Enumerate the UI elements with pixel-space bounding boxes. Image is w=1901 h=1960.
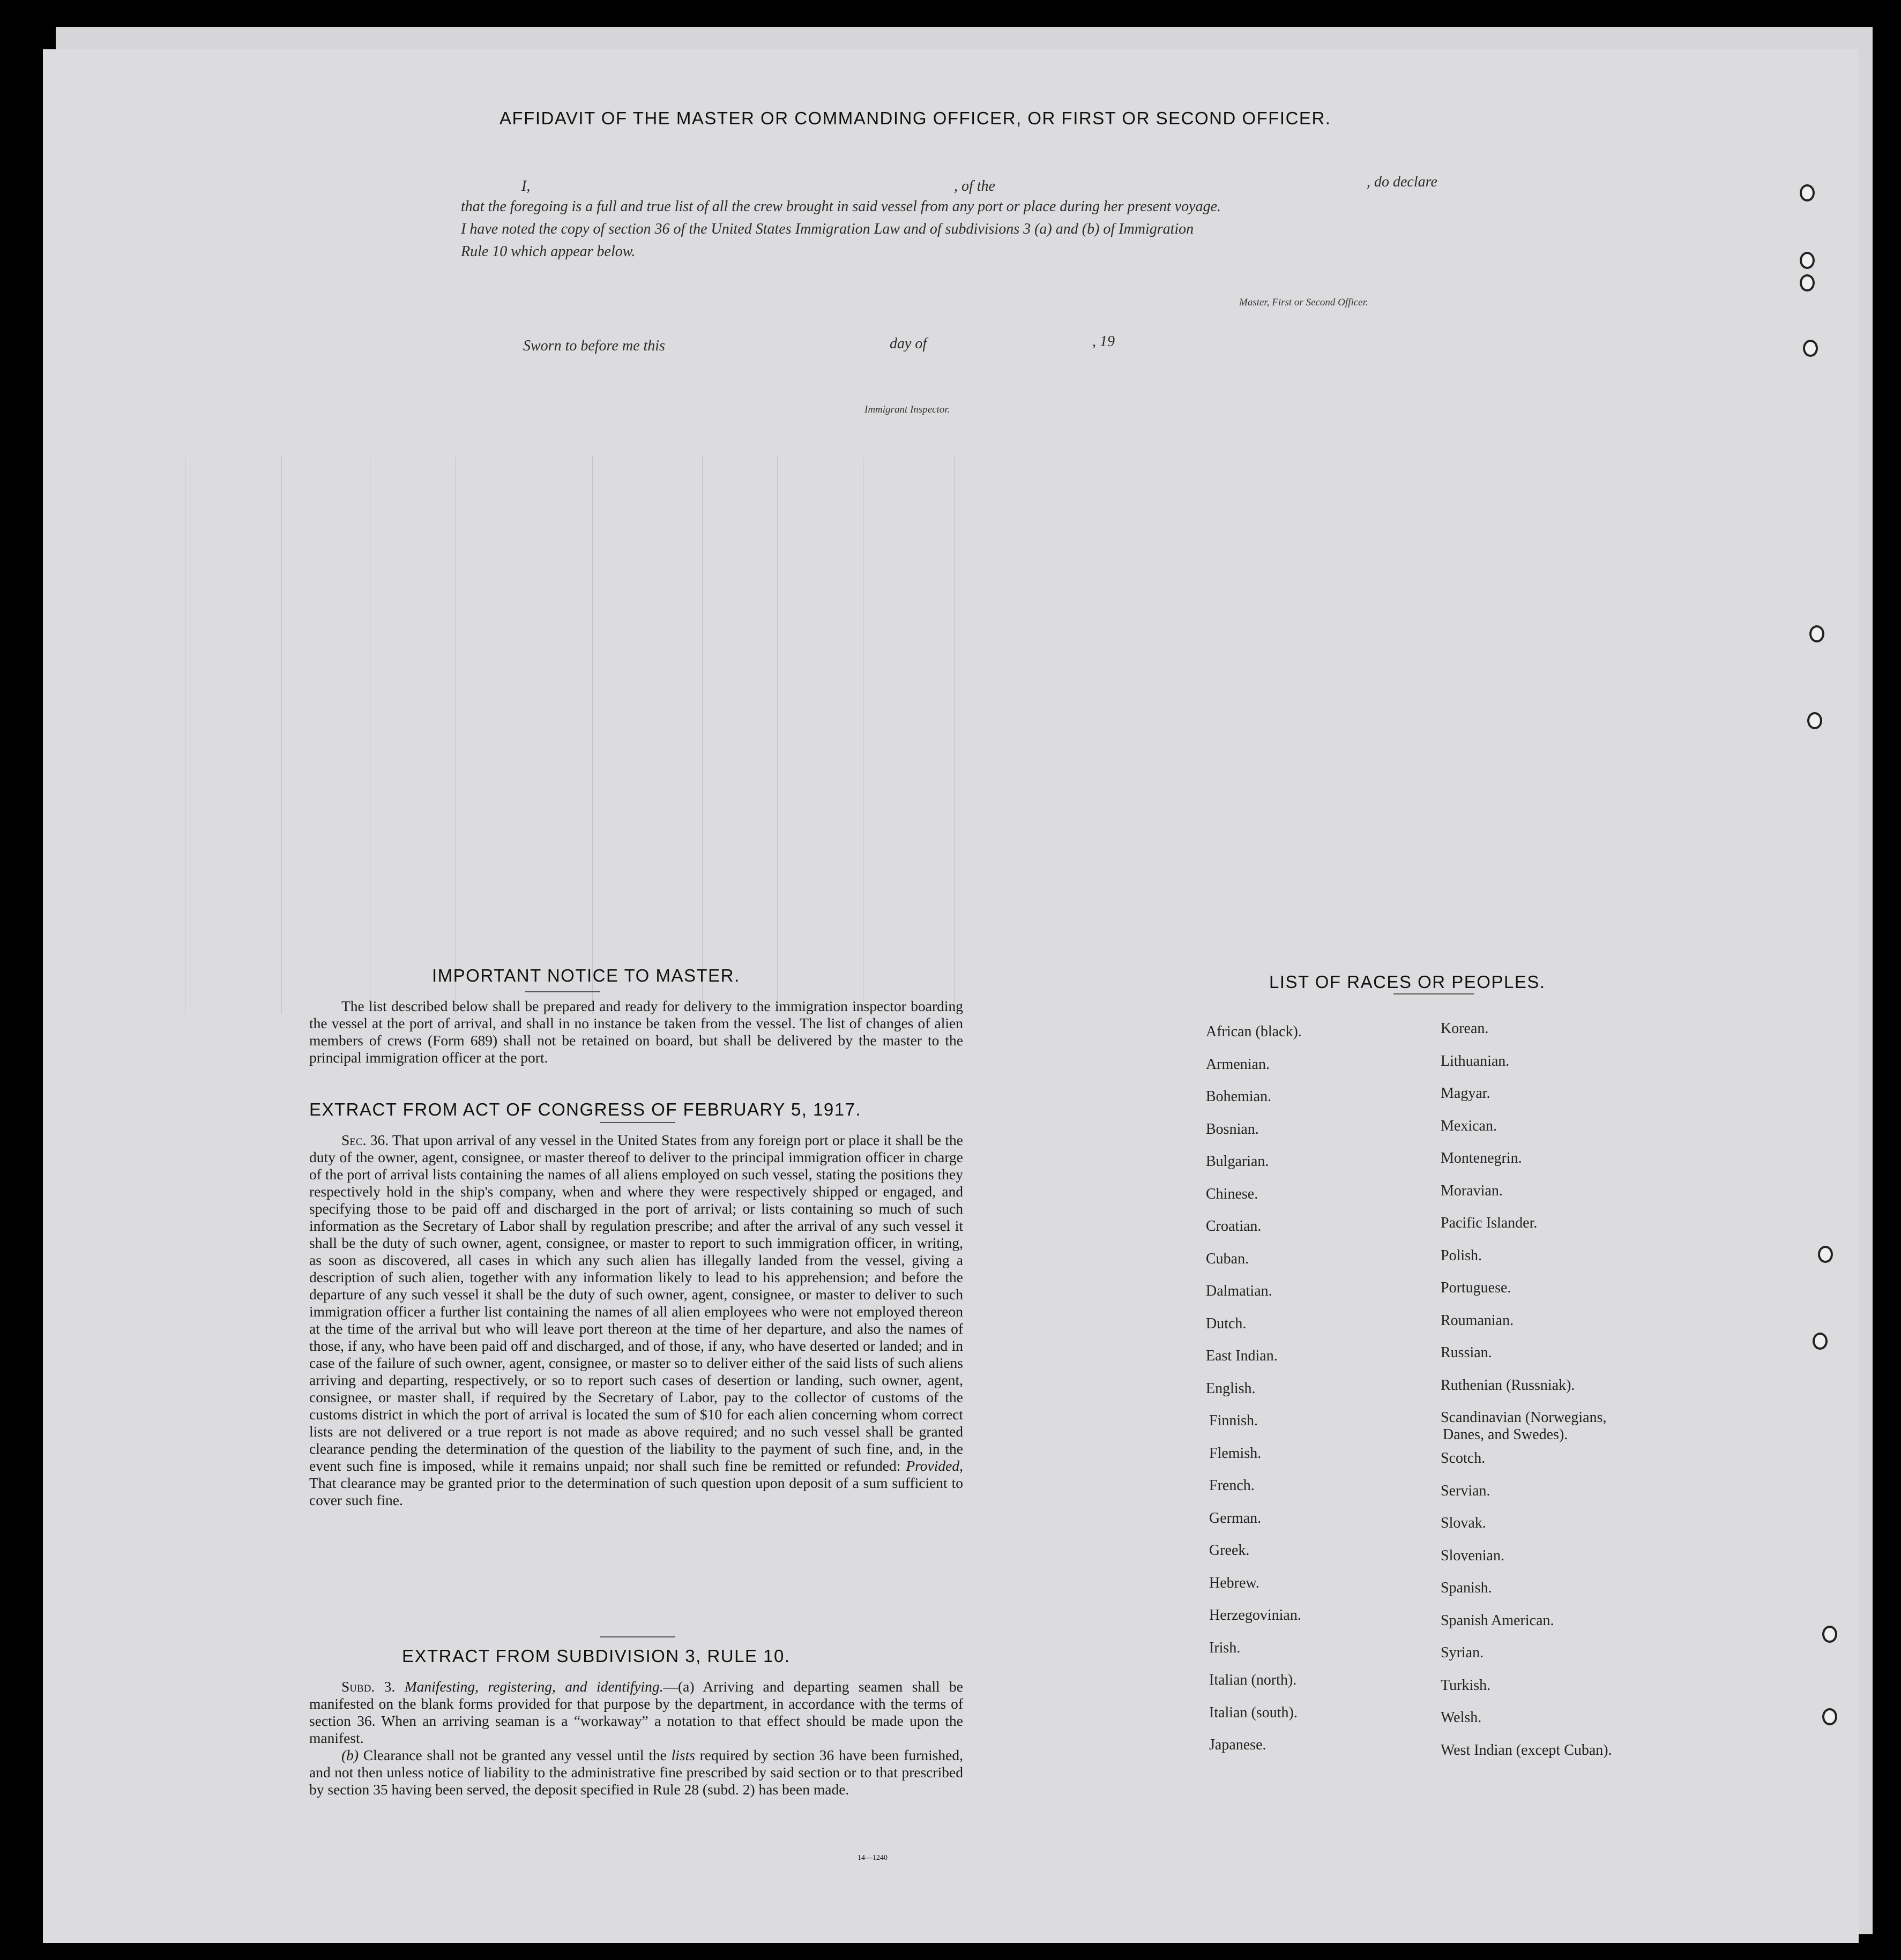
race-item: Scandinavian (Norwegians,: [1441, 1409, 1607, 1426]
race-item: Welsh.: [1441, 1709, 1482, 1726]
extract-rule-paragraph: [309, 1678, 963, 1798]
race-item: Bulgarian.: [1206, 1153, 1269, 1170]
punch-hole: [1818, 1246, 1833, 1263]
day-of-label: day of: [890, 335, 927, 352]
race-item: Hebrew.: [1209, 1574, 1259, 1591]
extract-act-paragraph: [309, 1132, 963, 1509]
race-item: English.: [1206, 1380, 1256, 1397]
extract-rule-separator: [600, 1636, 675, 1637]
form-number: 14—1240: [858, 1854, 888, 1862]
bleed-through-line: [281, 457, 282, 1014]
race-item: Syrian.: [1441, 1644, 1484, 1661]
race-item: Dutch.: [1206, 1315, 1247, 1332]
punch-hole: [1807, 712, 1822, 729]
race-item: Lithuanian.: [1441, 1052, 1510, 1069]
race-item: Flemish.: [1209, 1445, 1262, 1462]
race-item: Mexican.: [1441, 1117, 1497, 1134]
race-item: Magyar.: [1441, 1085, 1490, 1102]
race-item: Polish.: [1441, 1247, 1482, 1264]
race-item: Italian (south).: [1209, 1704, 1298, 1721]
race-item: West Indian (except Cuban).: [1441, 1741, 1612, 1759]
race-item: Irish.: [1209, 1639, 1241, 1656]
races-title: LIST OF RACES OR PEOPLES.: [1269, 972, 1546, 992]
race-item: Finnish.: [1209, 1412, 1258, 1429]
subd-a-label: —(a): [663, 1678, 695, 1695]
notice-title: IMPORTANT NOTICE TO MASTER.: [432, 966, 740, 985]
subd-b-text-1: Clearance shall not be granted any vessel until the: [363, 1747, 667, 1763]
punch-hole: [1813, 1333, 1828, 1350]
race-item: Armenian.: [1206, 1056, 1270, 1073]
inspector-caption: Immigrant Inspector.: [864, 404, 950, 415]
notice-rule: [525, 991, 600, 992]
extract-rule-title: EXTRACT FROM SUBDIVISION 3, RULE 10.: [402, 1646, 791, 1666]
race-item: Greek.: [1209, 1542, 1250, 1559]
races-rule: [1393, 993, 1474, 994]
race-item: African (black).: [1206, 1023, 1302, 1040]
notice-paragraph: [309, 998, 963, 1066]
punch-hole: [1822, 1626, 1837, 1643]
race-item: Moravian.: [1441, 1182, 1503, 1199]
race-item: Herzegovinian.: [1209, 1607, 1301, 1624]
race-item: Italian (north).: [1209, 1672, 1297, 1688]
notice-text: The list described below shall be prepared and ready for delivery to the immigration inspector boarding the vessel at the port of arrival, and shall in no instance be taken from the vessel. The list of changes of alien members of crews (Form 689) shall not be retained on board, but shall be delivered by the master to the principal immigration officer at the port.: [309, 998, 963, 1066]
race-item: Cuban.: [1206, 1250, 1249, 1267]
affidavit-i-label: I,: [521, 178, 531, 194]
document-page: [43, 49, 1859, 1943]
affidavit-of-the: , of the: [954, 178, 995, 194]
race-item: Scotch.: [1441, 1450, 1486, 1467]
sec-36-text: That upon arrival of any vessel in the United States from any foreign port or place it shall be the duty of the owner, agent, consignee, or master thereof to deliver to the principal immigration officer in charge of the port of arrival lists containing the names of all aliens employed on such vessel, stating the positions they respectively hold in the ship's company, when and where they were respectively shipped or engaged, and specifying those to be paid off and discharged in the port of arrival; or lists containing so much of such information as the Secretary of Labor shall by regulation prescribe; and after the arrival of any such vessel it shall be the duty of such owner, agent, consignee, or master to report to such immigration officer, in writing, as soon as discovered, all cases in which any such alien has illegally landed from the vessel, giving a description of such alien, together with any information likely to lead to his apprehension; and before the departure of any such vessel it shall be the duty of such owner, agent, consignee, or master to deliver to such immigration officer a further list containing the names of all alien employees who were not employed thereon at the time of the arrival but who will leave port thereon at the time of her departure, and also the names of those, if any, who have been paid off and discharged, and of those, if any, who have deserted or landed; and in case of the failure of such owner, agent, consignee, or master so to deliver either of the said lists of such aliens arriving and departing, respectively, or so to report such cases of desertion or landing, such owner, agent, consignee, or master shall, if required by the Secretary of Labor, pay to the collector of customs of the customs district in which the port of arrival is located the sum of $10 for each alien concerning whom correct lists are not delivered or a true report is not made as above required; and no such vessel shall be granted clearance pending the determination of the question of the liability to the payment of such fine, and, in the event such fine is imposed, while it remains unpaid; nor shall such fine be remitted or refunded:: [309, 1132, 963, 1474]
affidavit-title: AFFIDAVIT OF THE MASTER OR COMMANDING OFFICER, OR FIRST OR SECOND OFFICER.: [500, 108, 1331, 128]
race-item: Montenegrin.: [1441, 1150, 1522, 1166]
affidavit-line-2: that the foregoing is a full and true list of all the crew brought in said vessel from any port or place during her present voyage.: [461, 198, 1221, 215]
subd-b-text-2: required by section 36 have been furnished, and not then unless notice of liability to the administrative fine prescribed by said section or to that prescribed by section 35 having been served, the deposit specified in Rule 28 (subd. 2) has been made.: [309, 1747, 964, 1798]
race-item: German.: [1209, 1509, 1262, 1527]
subd-heading: Manifesting, registering, and identifying.: [404, 1678, 664, 1695]
punch-hole: [1809, 625, 1824, 642]
race-item: Danes, and Swedes).: [1443, 1426, 1568, 1443]
race-item: Spanish American.: [1441, 1612, 1554, 1629]
race-item: Turkish.: [1441, 1677, 1491, 1694]
race-item: Slovenian.: [1441, 1547, 1504, 1564]
affidavit-line-3: I have noted the copy of section 36 of the United States Immigration Law and of subdivisions 3 (a) and (b) of Immigration: [461, 221, 1194, 237]
punch-hole: [1800, 184, 1815, 201]
bleed-through-line: [592, 457, 593, 1014]
race-item: Roumanian.: [1441, 1312, 1514, 1329]
year-label: , 19: [1092, 333, 1115, 350]
race-item: East Indian.: [1206, 1348, 1278, 1364]
master-signature-caption: Master, First or Second Officer.: [1239, 297, 1368, 308]
race-item: Chinese.: [1206, 1185, 1258, 1202]
sworn-label: Sworn to before me this: [523, 338, 665, 354]
sec-label: Sec. 36.: [341, 1132, 389, 1148]
subd-label: Subd. 3.: [341, 1678, 396, 1695]
sec-36-text-end: That clearance may be granted prior to the determination of such question upon deposit of a sum sufficient to cover such fine.: [309, 1475, 963, 1508]
race-item: Russian.: [1441, 1344, 1492, 1361]
race-item: Korean.: [1441, 1020, 1489, 1037]
subd-a-text: Arriving and departing seamen shall be manifested on the blank forms provided for that purpose by the department, in accordance with the terms of section 36. When an arriving seaman is a “workaway” a notation to that effect should be made upon the manifest.: [309, 1678, 963, 1746]
subd-b-lists: lists: [671, 1747, 695, 1763]
provided-word: Provided,: [906, 1457, 963, 1474]
race-item: Dalmatian.: [1206, 1283, 1272, 1299]
race-item: Pacific Islander.: [1441, 1215, 1538, 1231]
race-item: Bosnian.: [1206, 1120, 1259, 1138]
subd-b-label: (b): [341, 1747, 359, 1763]
bleed-through-line: [954, 457, 955, 1014]
extract-act-title: EXTRACT FROM ACT OF CONGRESS OF FEBRUARY 5, 1917.: [309, 1099, 862, 1119]
race-item: Spanish.: [1441, 1580, 1492, 1596]
race-item: Bohemian.: [1206, 1088, 1272, 1105]
punch-hole: [1800, 274, 1815, 291]
race-item: Portuguese.: [1441, 1280, 1511, 1296]
affidavit-line-4: Rule 10 which appear below.: [461, 243, 636, 260]
bleed-through-line: [777, 457, 778, 1014]
race-item: Japanese.: [1209, 1737, 1266, 1753]
race-item: Slovak.: [1441, 1515, 1486, 1531]
punch-hole: [1803, 340, 1818, 357]
race-item: French.: [1209, 1477, 1255, 1494]
race-item: Ruthenian (Russniak).: [1441, 1377, 1575, 1394]
affidavit-do-declare: , do declare: [1367, 174, 1437, 190]
punch-hole: [1822, 1708, 1837, 1725]
punch-hole: [1800, 252, 1815, 269]
extract-act-rule: [600, 1122, 675, 1123]
race-item: Croatian.: [1206, 1218, 1262, 1235]
race-item: Servian.: [1441, 1482, 1490, 1499]
bleed-through-line: [702, 457, 703, 1014]
